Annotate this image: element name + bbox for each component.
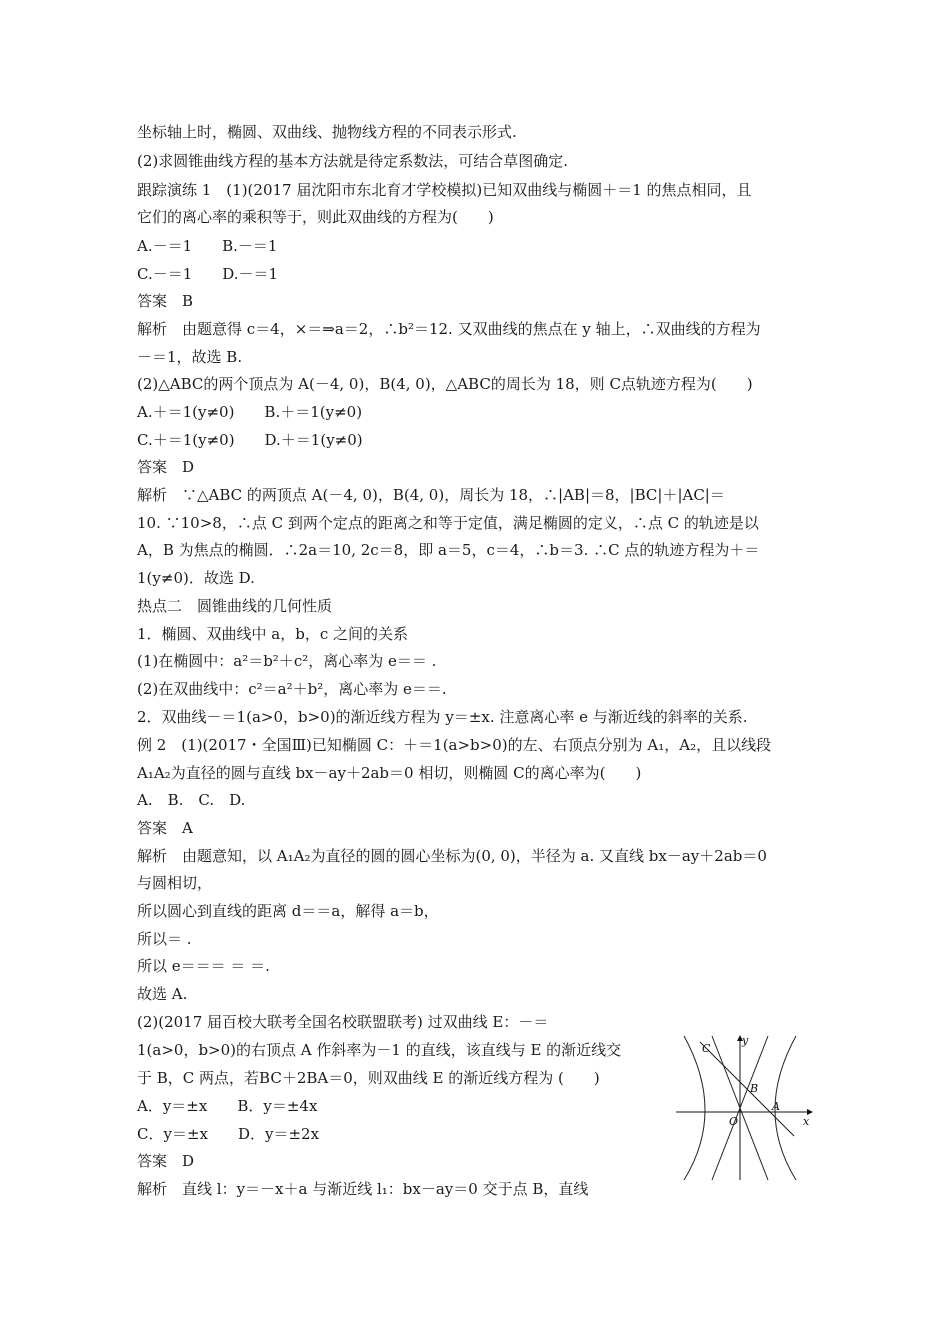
- point-b-label: B: [750, 1082, 759, 1095]
- text-line: (1)在椭圆中：a²＝b²＋c²，离心率为 e＝＝ .: [137, 652, 437, 670]
- text-line: 它们的离心率的乘积等于，则此双曲线的方程为( ): [137, 208, 494, 226]
- text-line: 故选 A.: [137, 985, 188, 1003]
- point-a-label: A: [772, 1100, 780, 1113]
- point-c-label: C: [702, 1042, 711, 1055]
- option-line: C.－＝1 D.－＝1: [137, 265, 279, 283]
- answer-line: 答案 D: [137, 1152, 195, 1170]
- text-line: 于 B，C 两点，若BC＋2BA＝0，则双曲线 E 的渐近线方程为 ( ): [137, 1069, 600, 1087]
- text-line: 所以 e＝＝＝ ＝ ＝.: [137, 957, 270, 975]
- option-line: C．y＝±x D．y＝±2x: [137, 1125, 320, 1143]
- text-line: 1．椭圆、双曲线中 a，b，c 之间的关系: [137, 625, 409, 643]
- text-line: 与圆相切，: [137, 874, 213, 892]
- text-line: －＝1，故选 B.: [137, 348, 243, 366]
- text-line: 跟踪演练 1 (1)(2017 届沈阳市东北育才学校模拟)已知双曲线与椭圆＋＝1 的焦点相同，且: [137, 181, 752, 199]
- answer-line: 答案 D: [137, 458, 195, 476]
- option-line: A. B. C. D.: [137, 791, 246, 809]
- y-label: y: [742, 1034, 749, 1047]
- text-line: 解析 由题意得 c＝4，×＝⇒a＝2，∴b²＝12. 又双曲线的焦点在 y 轴上，∴双曲线的方程为: [137, 320, 761, 338]
- section-heading: 热点二 圆锥曲线的几何性质: [137, 597, 333, 615]
- text-line: (2)在双曲线中：c²＝a²＋b²，离心率为 e＝＝.: [137, 680, 447, 698]
- x-label: x: [803, 1115, 810, 1128]
- text-line: 例 2 (1)(2017・全国Ⅲ)已知椭圆 C：＋＝1(a>b>0)的左、右顶点分别为 A₁，A₂，且以线段: [137, 736, 772, 754]
- text-line: 解析 由题意知，以 A₁A₂为直径的圆的圆心坐标为(0, 0)，半径为 a. 又直线 bx－ay＋2ab＝0: [137, 847, 767, 865]
- text-line: 1(y≠0)．故选 D.: [137, 569, 255, 587]
- text-line: 1(a>0，b>0)的右顶点 A 作斜率为－1 的直线，该直线与 E 的渐近线交: [137, 1041, 622, 1059]
- option-line: A.＋＝1(y≠0) B.＋＝1(y≠0): [137, 403, 363, 421]
- text-line: A₁A₂为直径的圆与直线 bx－ay＋2ab＝0 相切，则椭圆 C的离心率为( ): [137, 764, 642, 782]
- text-line: A，B 为焦点的椭圆．∴2a＝10, 2c＝8，即 a＝5，c＝4，∴b＝3. ∴C 点的轨迹方程为＋＝: [137, 541, 760, 559]
- text-line: 所以圆心到直线的距离 d＝＝a，解得 a＝b，: [137, 902, 439, 920]
- text-line: 所以＝ .: [137, 930, 192, 948]
- text-line: 解析 直线 l：y＝－x＋a 与渐近线 l₁：bx－ay＝0 交于点 B，直线: [137, 1180, 589, 1198]
- text-line: (2)(2017 届百校大联考全国名校联盟联考) 过双曲线 E：－＝: [137, 1013, 549, 1031]
- text-line: 10. ∵10>8，∴点 C 到两个定点的距离之和等于定值，满足椭圆的定义，∴点 C 的轨迹是以: [137, 514, 759, 532]
- text-line: (2)△ABC的两个顶点为 A(－4, 0)，B(4, 0)，△ABC的周长为 18，则 C点轨迹方程为( ): [137, 375, 753, 393]
- text-line: (2)求圆锥曲线方程的基本方法就是待定系数法，可结合草图确定.: [137, 152, 569, 170]
- text-line: 2．双曲线－＝1(a>0，b>0)的渐近线方程为 y＝±x. 注意离心率 e 与渐近线的斜率的关系.: [137, 708, 748, 726]
- option-line: A．y＝±x B．y＝±4x: [137, 1097, 318, 1115]
- origin-label: O: [729, 1115, 739, 1128]
- text-line: 坐标轴上时，椭圆、双曲线、抛物线方程的不同表示形式.: [137, 123, 517, 141]
- answer-line: 答案 B: [137, 292, 194, 310]
- line-l: [700, 1042, 794, 1136]
- text-line: 解析 ∵△ABC 的两顶点 A(－4, 0)，B(4, 0)，周长为 18，∴|AB|＝8，|BC|＋|AC|＝: [137, 486, 725, 504]
- hyperbola-figure: [672, 1032, 822, 1182]
- option-line: A.－＝1 B.－＝1: [137, 237, 278, 255]
- hyperbola-left-branch: [684, 1036, 705, 1180]
- answer-line: 答案 A: [137, 819, 193, 837]
- option-line: C.＋＝1(y≠0) D.＋＝1(y≠0): [137, 431, 363, 449]
